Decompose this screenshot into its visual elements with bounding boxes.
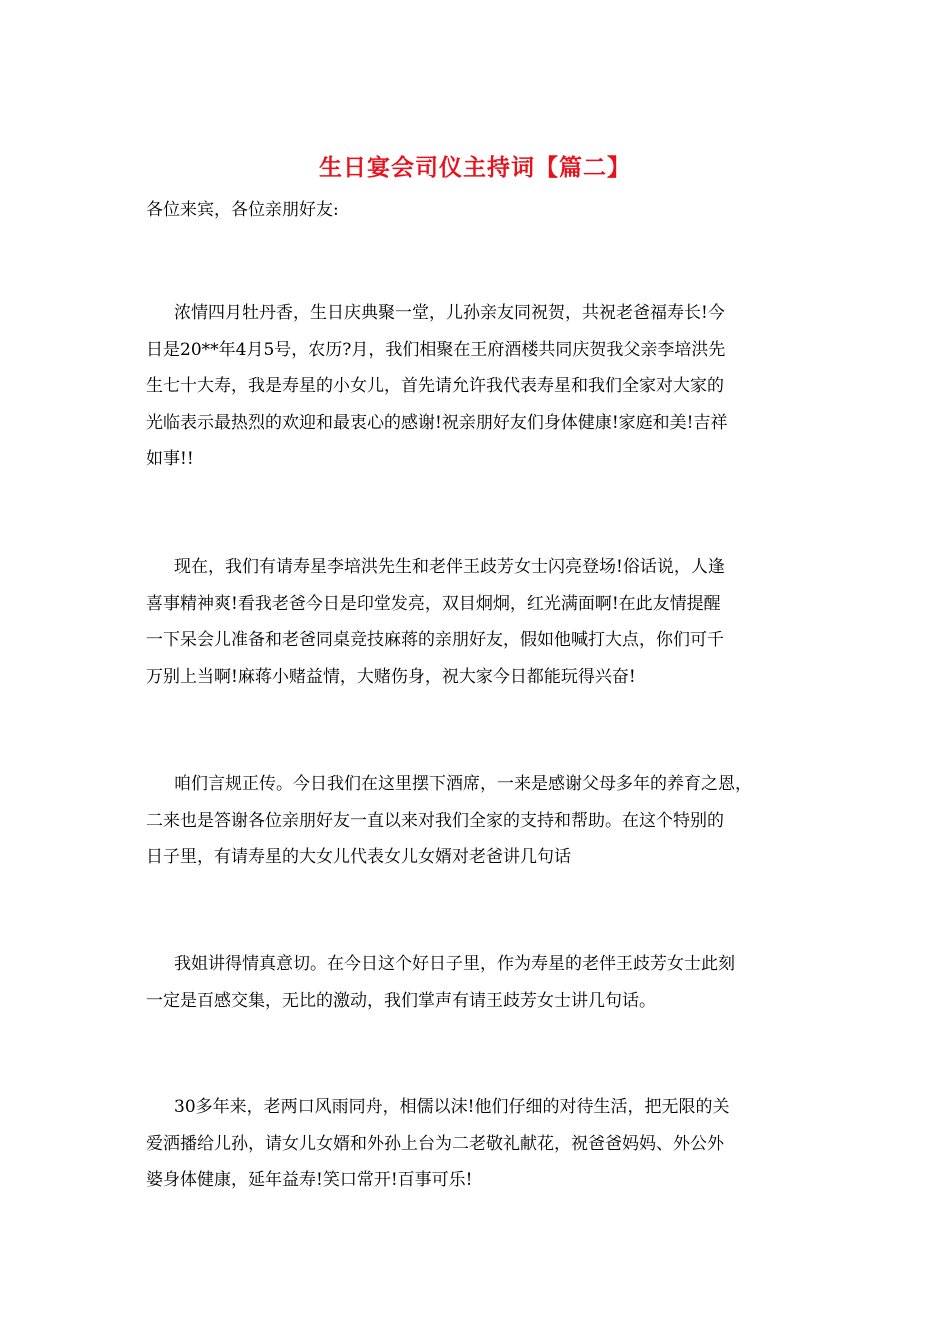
paragraph-4 xyxy=(146,950,816,1023)
paragraph-line: 如事!! xyxy=(146,449,194,469)
paragraph-line: 一定是百感交集，无比的激动，我们掌声有请王歧芳女士讲几句话。 xyxy=(146,990,656,1011)
greeting-line: 各位来宾，各位亲朋好友: xyxy=(146,200,339,220)
paragraph-line: 现在，我们有请寿星李培洪先生和老伴王歧芳女士闪亮登场!俗话说，人逢 xyxy=(174,557,725,577)
paragraph-line: 日子里，有请寿星的大女儿代表女儿女婿对老爸讲几句话 xyxy=(146,847,571,867)
paragraph-line: 喜事精神爽!看我老爸今日是印堂发亮，双目炯炯，红光满面啊!在此友情提醒 xyxy=(146,593,721,614)
paragraph-line: 万别上当啊!麻蒋小赌益情，大赌伤身，祝大家今日都能玩得兴奋! xyxy=(146,666,636,687)
paragraph-line: 咱们言规正传。今日我们在这里摆下酒席，一来是感谢父母多年的养育之恩， xyxy=(174,774,752,794)
paragraph-line: 浓情四月牡丹香，生日庆典聚一堂，儿孙亲友同祝贺，共祝老爸福寿长!今 xyxy=(174,303,725,323)
paragraph-line: 我姐讲得情真意切。在今日这个好日子里，作为寿星的老伴王歧芳女士此刻 xyxy=(174,954,735,974)
paragraph-line: 爱洒播给儿孙，请女儿女婿和外孙上台为二老敬礼献花，祝爸爸妈妈、外公外 xyxy=(146,1133,724,1154)
paragraph-line: 30多年来，老两口风雨同舟，相儒以沫!他们仔细的对待生活，把无限的关 xyxy=(174,1097,730,1117)
paragraph-line: 生七十大寿，我是寿星的小女儿，首先请允许我代表寿星和我们全家对大家的 xyxy=(146,376,724,396)
paragraph-2 xyxy=(146,553,816,699)
paragraph-line: 婆身体健康，延年益寿!笑口常开!百事可乐! xyxy=(146,1170,473,1190)
paragraph-3 xyxy=(146,770,816,880)
paragraph-line: 二来也是答谢各位亲朋好友一直以来对我们全家的支持和帮助。在这个特别的 xyxy=(146,810,724,831)
paragraph-line: 光临表示最热烈的欢迎和最衷心的感谢!祝亲朋好友们身体健康!家庭和美!吉祥 xyxy=(146,412,728,433)
document-title: 生日宴会司仪主持词【篇二】 xyxy=(319,154,631,181)
paragraph-1 xyxy=(146,299,816,482)
paragraph-5 xyxy=(146,1093,816,1203)
paragraph-line: 日是20**年4月5号，农历?月，我们相聚在王府酒楼共同庆贺我父亲李培洪先 xyxy=(146,339,726,360)
paragraph-line: 一下呆会儿准备和老爸同桌竞技麻蒋的亲朋好友，假如他喊打大点，你们可千 xyxy=(146,630,724,650)
